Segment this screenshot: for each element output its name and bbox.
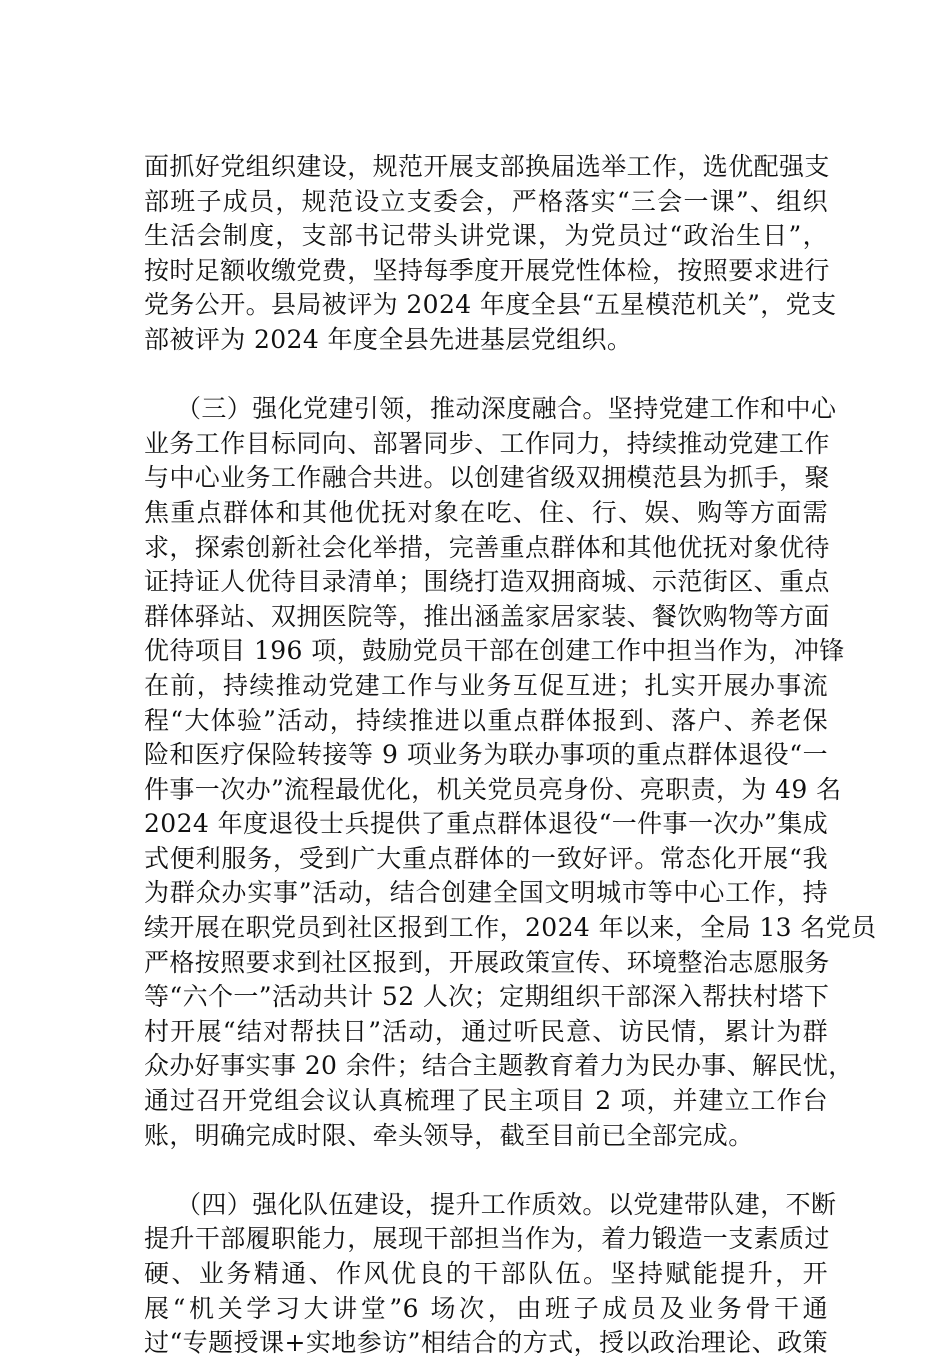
document-body xyxy=(144,150,877,1361)
text-line: 件事一次办”流程最优化，机关党员亮身份、亮职责，为 49 名 xyxy=(144,774,842,804)
paragraph-party-building-integration xyxy=(144,392,877,1153)
text-line: 等“六个一”活动共计 52 人次；定期组织干部深入帮扶村塔下 xyxy=(144,982,830,1012)
text-line: 党务公开。县局被评为 2024 年度全县“五星模范机关”，党支 xyxy=(144,290,837,320)
text-line: 焦重点群体和其他优抚对象在吃、住、行、娱、购等方面需 xyxy=(144,497,828,527)
text-line: 村开展“结对帮扶日”活动，通过听民意、访民情，累计为群 xyxy=(144,1016,828,1046)
text-line: 部被评为 2024 年度全县先进基层党组织。 xyxy=(144,324,633,354)
text-line: 证持证人优待目录清单；围绕打造双拥商城、示范街区、重点 xyxy=(144,567,830,597)
text-line: 2024 年度退役士兵提供了重点群体退役“一件事一次办”集成 xyxy=(144,809,829,839)
text-line: 程“大体验”活动，持续推进以重点群体报到、落户、养老保 xyxy=(144,705,828,735)
text-line: 按时足额收缴党费，坚持每季度开展党性体检，按照要求进行 xyxy=(144,255,830,285)
text-line: 严格按照要求到社区报到，开展政策宣传、环境整治志愿服务 xyxy=(144,947,830,977)
text-line: （四）强化队伍建设，提升工作质效。以党建带队建，不断 xyxy=(176,1189,837,1219)
text-line: 优待项目 196 项，鼓励党员干部在创建工作中担当作为，冲锋 xyxy=(144,636,845,666)
text-line: 险和医疗保险转接等 9 项业务为联办事项的重点群体退役“一 xyxy=(144,740,828,770)
text-line: 众办好事实事 20 余件；结合主题教育着力为民办事、解民忧， xyxy=(144,1051,854,1081)
text-line: 与中心业务工作融合共进。以创建省级双拥模范县为抓手，聚 xyxy=(144,463,830,493)
text-line: 账，明确完成时限、牵头领导，截至目前已全部完成。 xyxy=(144,1120,754,1150)
text-line: 式便利服务，受到广大重点群体的一致好评。常态化开展“我 xyxy=(144,843,828,873)
text-line: 续开展在职党员到社区报到工作，2024 年以来，全局 13 名党员 xyxy=(144,913,877,943)
text-line: 部班子成员，规范设立支委会，严格落实“三会一课”、组织 xyxy=(144,186,828,216)
text-line: 过“专题授课+实地参访”相结合的方式，授以政治理论、政策 xyxy=(144,1328,828,1358)
text-line: （三）强化党建引领，推动深度融合。坚持党建工作和中心 xyxy=(176,394,837,424)
paragraph-party-organization xyxy=(144,150,837,358)
text-line: 求，探索创新社会化举措，完善重点群体和其他优抚对象优待 xyxy=(144,532,830,562)
paragraph-spacer xyxy=(144,358,828,393)
text-line: 生活会制度，支部书记带头讲党课，为党员过“政治生日”， xyxy=(144,221,828,251)
text-line: 提升干部履职能力，展现干部担当作为，着力锻造一支素质过 xyxy=(144,1224,830,1254)
text-line: 通过召开党组会议认真梳理了民主项目 2 项，并建立工作台 xyxy=(144,1086,828,1116)
paragraph-team-building xyxy=(144,1188,837,1361)
paragraph-spacer xyxy=(144,1153,828,1188)
text-line: 面抓好党组织建设，规范开展支部换届选举工作，选优配强支 xyxy=(144,152,830,181)
text-line: 在前，持续推动党建工作与业务互促互进；扎实开展办事流 xyxy=(144,670,828,700)
text-line: 群体驿站、双拥医院等，推出涵盖家居家装、餐饮购物等方面 xyxy=(144,601,830,631)
text-line: 为群众办实事”活动，结合创建全国文明城市等中心工作，持 xyxy=(144,878,828,908)
text-line: 展“机关学习大讲堂”6 场次，由班子成员及业务骨干通 xyxy=(144,1293,828,1323)
text-line: 业务工作目标同向、部署同步、工作同力，持续推动党建工作 xyxy=(144,428,830,458)
text-line: 硬、业务精通、作风优良的干部队伍。坚持赋能提升，开 xyxy=(144,1259,828,1288)
